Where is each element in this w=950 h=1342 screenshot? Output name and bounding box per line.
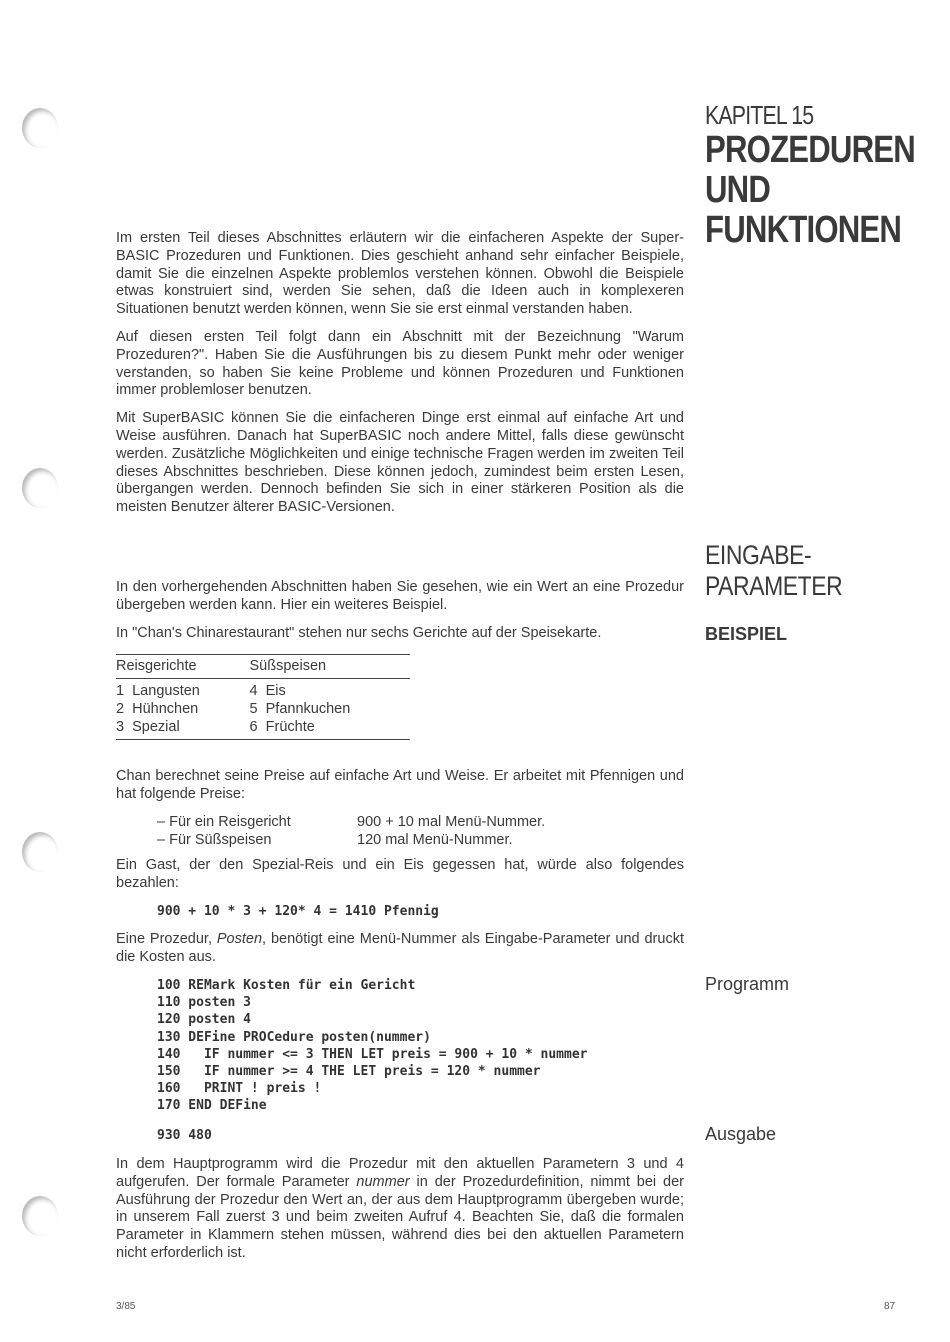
paragraph: Auf diesen ersten Teil folgt dann ein Abschnitt mit der Bezeichnung "Warum Prozeduren?". Haben Sie die Ausführungen bis zu diesem Punkt mehr oder weniger verstanden, so haben Sie keine Probleme und können Prozeduren und Funktionen immer problemloser benutzen. — [116, 328, 684, 399]
section-heading-line: PARAMETER — [705, 571, 843, 601]
price-item — [157, 813, 545, 831]
text-span: In dem Hauptprogramm wird die Prozedur mit den aktuellen Parametern 3 und 4 aufgerufen. Der formale Parameter — [116, 1156, 684, 1190]
pricing-example — [116, 857, 684, 893]
label-ausgabe: Ausgabe — [705, 1124, 777, 1144]
price-value: 900 + 10 mal Menü-Nummer. — [357, 814, 546, 830]
code-listing: 100 REMark Kosten für ein Gericht 110 posten 3 120 posten 4 130 DEFine PROCedure posten(nummer) 140 IF nummer <= 3 THEN LET preis = 900 + 10 * nummer 150 IF nummer >= 4 THE LET preis = 120 * nummer 160 PRINT ! preis ! 170 END DEFine — [157, 978, 588, 1114]
section-heading — [705, 540, 892, 602]
punch-hole — [22, 468, 58, 508]
chapter-title-line: FUNKTIONEN — [705, 209, 902, 251]
table-row — [116, 718, 410, 740]
chapter-title-line: UND — [705, 169, 771, 211]
paragraph — [116, 1156, 684, 1263]
price-label: – Für Süßspeisen — [157, 832, 272, 848]
price-list — [157, 813, 545, 849]
params-section — [116, 579, 684, 642]
paragraph: Mit SuperBASIC können Sie die einfacheren Dinge erst einmal auf einfache Art und Weise ausführen. Danach hat SuperBASIC noch andere Mittel, falls diese gewünscht werden. Zusätzliche Möglichkeiten und einige technische Fragen werden im zweiten Teil dieses Abschnittes beschrieben. Diese können jedoch, zumindest beim ersten Lesen, übergangen werden. Dennoch befinden Sie sich in einer stärkeren Position als die meisten Benutzer älterer BASIC-Versionen. — [116, 410, 684, 516]
table-row — [116, 679, 410, 701]
subheading-beispiel: BEISPIEL — [705, 624, 788, 644]
price-value: 120 mal Menü-Nummer. — [357, 832, 513, 848]
text-span: , benötigt eine Menü-Nummer als Eingabe-Parameter und druckt die Kosten aus. — [116, 931, 684, 965]
footer-date: 3/85 — [116, 1301, 136, 1312]
table-row — [116, 700, 410, 718]
table-header: Süßspeisen — [250, 655, 410, 679]
paragraph: Chan berechnet seine Preise auf einfache Art und Weise. Er arbeitet mit Pfennigen und hat folgende Preise: — [116, 768, 684, 802]
paragraph: In den vorhergehenden Abschnitten haben Sie gesehen, wie ein Wert an eine Prozedur übergeben werden kann. Hier ein weiteres Beispiel. — [116, 579, 684, 613]
price-label: – Für ein Reisgericht — [157, 814, 291, 830]
page-number: 87 — [884, 1301, 896, 1312]
chapter-title — [705, 129, 915, 251]
menu-table — [116, 654, 410, 740]
table-cell: 6 Früchte — [250, 718, 410, 740]
section-heading-line: EINGABE- — [705, 540, 812, 570]
label-programm: Programm — [705, 974, 790, 994]
table-cell: 1 Langusten — [116, 683, 200, 699]
emphasis: nummer — [356, 1173, 410, 1190]
paragraph: Ein Gast, der den Spezial-Reis und ein Eis gegessen hat, würde also folgendes bezahlen: — [116, 857, 684, 891]
formula: 900 + 10 * 3 + 120* 4 = 1410 Pfennig — [157, 904, 439, 919]
punch-hole — [22, 832, 58, 872]
paragraph: Im ersten Teil dieses Abschnittes erläutern wir die einfacheren Aspekte der Super-BASIC Prozeduren und Funktionen. Dies geschieht anhand sehr einfacher Beispiele, damit Sie die einzelnen Aspekte problemlos verstehen können. Obwohl die Beispiele etwas konstruiert sind, werden Sie sehen, daß die Ideen auch in komplexeren Situationen benutzt werden können, wenn Sie sie erst einmal verstanden haben. — [116, 230, 684, 318]
punch-hole — [22, 1196, 58, 1236]
emphasis: Posten — [216, 931, 263, 947]
chapter-label: KAPITEL 15 — [705, 100, 814, 130]
table-header: Reisgerichte — [116, 655, 250, 679]
table-cell: 2 Hühnchen — [116, 701, 199, 717]
explanation — [116, 1156, 684, 1263]
pricing-intro — [116, 768, 684, 804]
punch-hole — [22, 108, 58, 148]
intro-section — [116, 230, 684, 517]
paragraph: In "Chan's Chinarestaurant" stehen nur sechs Gerichte auf der Speisekarte. — [116, 624, 602, 641]
paragraph — [116, 931, 684, 967]
table-cell: 3 Spezial — [116, 718, 250, 740]
table-cell: 5 Pfannkuchen — [249, 701, 351, 717]
table-cell: 4 Eis — [249, 683, 286, 699]
procedure-intro — [116, 931, 684, 967]
program-output: 930 480 — [157, 1128, 212, 1143]
text-span: in der Prozedurdefinition, nimmt bei der Ausführung der Prozedur den Wert an, der aus dem Hauptprogramm übergeben wurde; in unserem Fall zuerst 3 und beim zweiten Aufruf 4. Beachten Sie, daß die formalen Parameter in Klammern stehen müssen, während dies bei den aktuellen Parametern nicht erforderlich ist. — [116, 1173, 684, 1261]
chapter-title-line: PROZEDUREN — [705, 129, 915, 171]
text-span: Eine Prozedur, — [116, 931, 217, 947]
price-item — [157, 831, 545, 849]
